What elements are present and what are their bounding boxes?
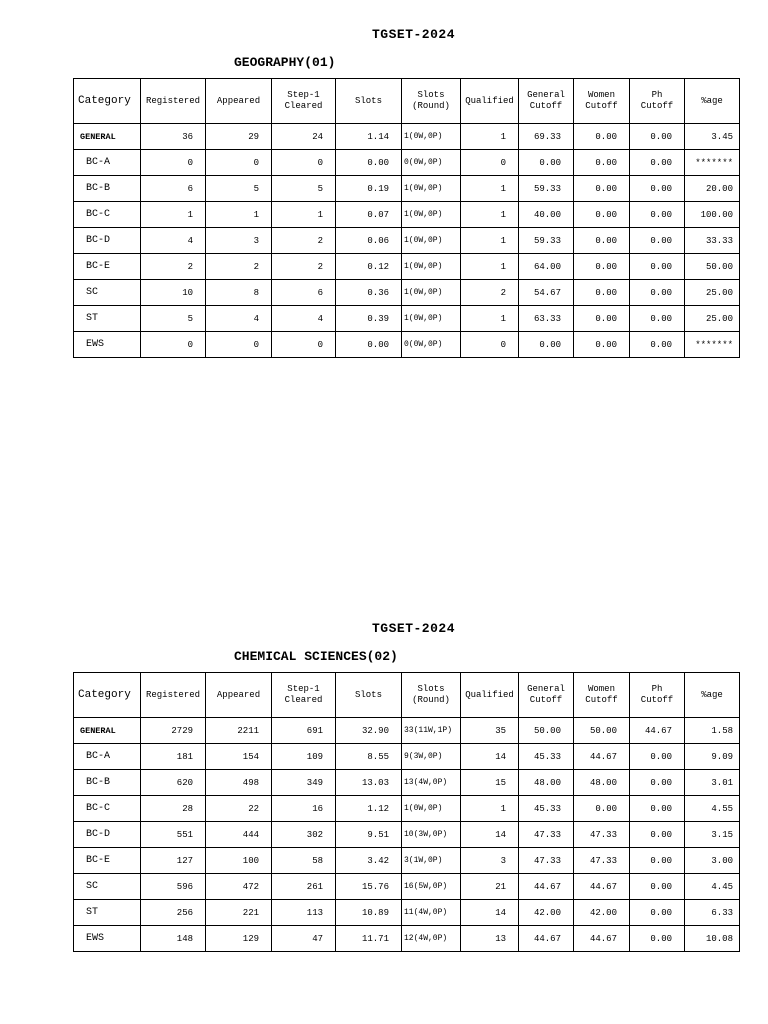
cell-women-cutoff: 50.00	[574, 718, 630, 744]
cell-category: BC-E	[74, 848, 141, 874]
cell-appeared: 0	[206, 150, 272, 176]
cell-women-cutoff: 44.67	[574, 926, 630, 952]
table-row	[74, 332, 740, 358]
cell-general-cutoff: 64.00	[519, 254, 574, 280]
cell-women-cutoff: 0.00	[574, 202, 630, 228]
cell-qualified: 0	[461, 332, 519, 358]
header-general-cutoff: General Cutoff	[519, 673, 574, 718]
cell-category: GENERAL	[74, 124, 141, 150]
cell-slots: 10.89	[336, 900, 402, 926]
page-title: TGSET-2024	[372, 621, 456, 636]
cell-slots: 0.00	[336, 332, 402, 358]
cell-general-cutoff: 63.33	[519, 306, 574, 332]
cell-ph-cutoff: 0.00	[630, 900, 685, 926]
cell-ph-cutoff: 0.00	[630, 280, 685, 306]
cell-general-cutoff: 40.00	[519, 202, 574, 228]
table-row	[74, 926, 740, 952]
cell-women-cutoff: 44.67	[574, 744, 630, 770]
cell-general-cutoff: 42.00	[519, 900, 574, 926]
cell-slots-round: 3(1W,0P)	[402, 848, 461, 874]
cell-registered: 596	[141, 874, 206, 900]
cell-ph-cutoff: 0.00	[630, 202, 685, 228]
cell-appeared: 129	[206, 926, 272, 952]
cell-ph-cutoff: 0.00	[630, 176, 685, 202]
table-row	[74, 796, 740, 822]
cell-slots-round: 16(5W,0P)	[402, 874, 461, 900]
cell-women-cutoff: 47.33	[574, 822, 630, 848]
cell-registered: 2	[141, 254, 206, 280]
cell-percentage: 20.00	[685, 176, 740, 202]
header-general-cutoff: General Cutoff	[519, 79, 574, 124]
cell-appeared: 2211	[206, 718, 272, 744]
cell-step1-cleared: 302	[272, 822, 336, 848]
cell-women-cutoff: 0.00	[574, 254, 630, 280]
cell-women-cutoff: 0.00	[574, 332, 630, 358]
header-row	[74, 673, 740, 718]
cell-women-cutoff: 0.00	[574, 796, 630, 822]
cell-slots-round: 1(0W,0P)	[402, 228, 461, 254]
cell-slots: 0.36	[336, 280, 402, 306]
cell-category: GENERAL	[74, 718, 141, 744]
cell-percentage: 3.01	[685, 770, 740, 796]
cell-qualified: 1	[461, 228, 519, 254]
table-row	[74, 202, 740, 228]
cell-percentage: *******	[685, 150, 740, 176]
cell-appeared: 100	[206, 848, 272, 874]
cell-appeared: 154	[206, 744, 272, 770]
header-percentage: %age	[685, 79, 740, 124]
cell-ph-cutoff: 0.00	[630, 150, 685, 176]
table-row	[74, 280, 740, 306]
cell-general-cutoff: 47.33	[519, 848, 574, 874]
cell-general-cutoff: 54.67	[519, 280, 574, 306]
cell-slots-round: 33(11W,1P)	[402, 718, 461, 744]
cell-step1-cleared: 5	[272, 176, 336, 202]
cell-registered: 551	[141, 822, 206, 848]
cell-general-cutoff: 59.33	[519, 176, 574, 202]
table-row	[74, 822, 740, 848]
cell-ph-cutoff: 0.00	[630, 848, 685, 874]
cell-slots-round: 11(4W,0P)	[402, 900, 461, 926]
cell-registered: 2729	[141, 718, 206, 744]
cell-ph-cutoff: 0.00	[630, 124, 685, 150]
cell-slots: 0.06	[336, 228, 402, 254]
cell-percentage: 25.00	[685, 280, 740, 306]
header-row	[74, 79, 740, 124]
cell-ph-cutoff: 0.00	[630, 744, 685, 770]
cell-percentage: 25.00	[685, 306, 740, 332]
cell-slots-round: 0(0W,0P)	[402, 332, 461, 358]
cell-women-cutoff: 0.00	[574, 124, 630, 150]
cell-slots-round: 13(4W,0P)	[402, 770, 461, 796]
cell-registered: 0	[141, 150, 206, 176]
cell-registered: 127	[141, 848, 206, 874]
cell-percentage: *******	[685, 332, 740, 358]
cell-appeared: 8	[206, 280, 272, 306]
header-category: Category	[74, 673, 141, 718]
cell-general-cutoff: 45.33	[519, 744, 574, 770]
header-slots: Slots	[336, 79, 402, 124]
cell-registered: 620	[141, 770, 206, 796]
header-appeared: Appeared	[206, 79, 272, 124]
cell-appeared: 444	[206, 822, 272, 848]
cell-step1-cleared: 1	[272, 202, 336, 228]
header-ph-cutoff: Ph Cutoff	[630, 673, 685, 718]
cell-percentage: 3.15	[685, 822, 740, 848]
cell-slots-round: 10(3W,0P)	[402, 822, 461, 848]
cell-registered: 28	[141, 796, 206, 822]
cell-registered: 36	[141, 124, 206, 150]
table-row	[74, 848, 740, 874]
cell-ph-cutoff: 0.00	[630, 332, 685, 358]
header-step1-cleared: Step-1 Cleared	[272, 79, 336, 124]
cell-slots: 15.76	[336, 874, 402, 900]
header-slots-round: Slots (Round)	[402, 673, 461, 718]
results-table	[73, 672, 740, 952]
cell-step1-cleared: 47	[272, 926, 336, 952]
cell-qualified: 1	[461, 796, 519, 822]
cell-category: BC-C	[74, 202, 141, 228]
cell-slots-round: 12(4W,0P)	[402, 926, 461, 952]
cell-percentage: 4.55	[685, 796, 740, 822]
cell-ph-cutoff: 0.00	[630, 254, 685, 280]
cell-slots: 0.19	[336, 176, 402, 202]
table-row	[74, 306, 740, 332]
cell-step1-cleared: 6	[272, 280, 336, 306]
cell-qualified: 1	[461, 254, 519, 280]
table-row	[74, 718, 740, 744]
cell-ph-cutoff: 0.00	[630, 306, 685, 332]
cell-category: BC-C	[74, 796, 141, 822]
cell-step1-cleared: 16	[272, 796, 336, 822]
cell-percentage: 3.00	[685, 848, 740, 874]
cell-women-cutoff: 42.00	[574, 900, 630, 926]
cell-slots: 32.90	[336, 718, 402, 744]
cell-step1-cleared: 349	[272, 770, 336, 796]
cell-step1-cleared: 24	[272, 124, 336, 150]
cell-general-cutoff: 69.33	[519, 124, 574, 150]
cell-ph-cutoff: 44.67	[630, 718, 685, 744]
header-registered: Registered	[141, 79, 206, 124]
cell-category: BC-A	[74, 150, 141, 176]
cell-qualified: 1	[461, 306, 519, 332]
cell-percentage: 1.58	[685, 718, 740, 744]
cell-qualified: 13	[461, 926, 519, 952]
cell-slots: 1.14	[336, 124, 402, 150]
cell-percentage: 4.45	[685, 874, 740, 900]
cell-category: SC	[74, 280, 141, 306]
cell-general-cutoff: 0.00	[519, 150, 574, 176]
cell-general-cutoff: 45.33	[519, 796, 574, 822]
cell-women-cutoff: 0.00	[574, 176, 630, 202]
cell-category: BC-A	[74, 744, 141, 770]
cell-slots: 13.03	[336, 770, 402, 796]
cell-qualified: 14	[461, 822, 519, 848]
table-row	[74, 228, 740, 254]
cell-slots: 8.55	[336, 744, 402, 770]
subject-title: GEOGRAPHY(01)	[234, 55, 336, 70]
cell-ph-cutoff: 0.00	[630, 874, 685, 900]
cell-ph-cutoff: 0.00	[630, 770, 685, 796]
header-slots-round: Slots (Round)	[402, 79, 461, 124]
cell-step1-cleared: 109	[272, 744, 336, 770]
cell-qualified: 2	[461, 280, 519, 306]
header-women-cutoff: Women Cutoff	[574, 673, 630, 718]
cell-ph-cutoff: 0.00	[630, 796, 685, 822]
header-category: Category	[74, 79, 141, 124]
cell-registered: 0	[141, 332, 206, 358]
cell-appeared: 29	[206, 124, 272, 150]
cell-qualified: 14	[461, 744, 519, 770]
cell-women-cutoff: 0.00	[574, 228, 630, 254]
cell-appeared: 4	[206, 306, 272, 332]
header-registered: Registered	[141, 673, 206, 718]
cell-percentage: 50.00	[685, 254, 740, 280]
cell-percentage: 3.45	[685, 124, 740, 150]
table-row	[74, 874, 740, 900]
cell-category: EWS	[74, 332, 141, 358]
cell-ph-cutoff: 0.00	[630, 822, 685, 848]
cell-women-cutoff: 48.00	[574, 770, 630, 796]
cell-general-cutoff: 44.67	[519, 874, 574, 900]
cell-category: SC	[74, 874, 141, 900]
cell-qualified: 14	[461, 900, 519, 926]
cell-general-cutoff: 48.00	[519, 770, 574, 796]
cell-step1-cleared: 113	[272, 900, 336, 926]
cell-step1-cleared: 4	[272, 306, 336, 332]
cell-qualified: 35	[461, 718, 519, 744]
cell-registered: 1	[141, 202, 206, 228]
cell-appeared: 221	[206, 900, 272, 926]
cell-slots-round: 1(0W,0P)	[402, 202, 461, 228]
cell-percentage: 10.08	[685, 926, 740, 952]
cell-women-cutoff: 0.00	[574, 150, 630, 176]
table-row	[74, 770, 740, 796]
cell-slots: 0.39	[336, 306, 402, 332]
cell-percentage: 33.33	[685, 228, 740, 254]
cell-slots: 9.51	[336, 822, 402, 848]
cell-women-cutoff: 0.00	[574, 306, 630, 332]
table-row	[74, 254, 740, 280]
page-title: TGSET-2024	[372, 27, 456, 42]
cell-slots-round: 9(3W,0P)	[402, 744, 461, 770]
cell-qualified: 21	[461, 874, 519, 900]
header-step1-cleared: Step-1 Cleared	[272, 673, 336, 718]
header-slots: Slots	[336, 673, 402, 718]
cell-slots: 11.71	[336, 926, 402, 952]
cell-slots-round: 1(0W,0P)	[402, 124, 461, 150]
cell-slots: 1.12	[336, 796, 402, 822]
cell-category: BC-D	[74, 228, 141, 254]
cell-category: BC-B	[74, 176, 141, 202]
cell-slots: 0.12	[336, 254, 402, 280]
header-qualified: Qualified	[461, 673, 519, 718]
table-body	[74, 124, 740, 358]
subject-title: CHEMICAL SCIENCES(02)	[234, 649, 398, 664]
cell-women-cutoff: 47.33	[574, 848, 630, 874]
cell-registered: 5	[141, 306, 206, 332]
cell-category: BC-B	[74, 770, 141, 796]
cell-appeared: 1	[206, 202, 272, 228]
cell-appeared: 472	[206, 874, 272, 900]
cell-appeared: 5	[206, 176, 272, 202]
cell-registered: 256	[141, 900, 206, 926]
cell-qualified: 0	[461, 150, 519, 176]
cell-category: EWS	[74, 926, 141, 952]
cell-step1-cleared: 261	[272, 874, 336, 900]
table-body	[74, 718, 740, 952]
cell-step1-cleared: 0	[272, 150, 336, 176]
cell-registered: 148	[141, 926, 206, 952]
cell-slots: 0.07	[336, 202, 402, 228]
cell-women-cutoff: 0.00	[574, 280, 630, 306]
cell-registered: 4	[141, 228, 206, 254]
cell-percentage: 9.09	[685, 744, 740, 770]
cell-general-cutoff: 44.67	[519, 926, 574, 952]
header-percentage: %age	[685, 673, 740, 718]
header-qualified: Qualified	[461, 79, 519, 124]
cell-general-cutoff: 50.00	[519, 718, 574, 744]
table-row	[74, 176, 740, 202]
cell-slots-round: 1(0W,0P)	[402, 306, 461, 332]
table-row	[74, 900, 740, 926]
cell-step1-cleared: 2	[272, 228, 336, 254]
cell-category: BC-D	[74, 822, 141, 848]
cell-category: BC-E	[74, 254, 141, 280]
cell-percentage: 6.33	[685, 900, 740, 926]
cell-qualified: 1	[461, 202, 519, 228]
cell-step1-cleared: 58	[272, 848, 336, 874]
cell-slots-round: 1(0W,0P)	[402, 176, 461, 202]
header-appeared: Appeared	[206, 673, 272, 718]
cell-ph-cutoff: 0.00	[630, 926, 685, 952]
cell-percentage: 100.00	[685, 202, 740, 228]
cell-step1-cleared: 691	[272, 718, 336, 744]
results-table	[73, 78, 740, 358]
cell-slots-round: 1(0W,0P)	[402, 254, 461, 280]
cell-slots: 3.42	[336, 848, 402, 874]
header-ph-cutoff: Ph Cutoff	[630, 79, 685, 124]
cell-appeared: 22	[206, 796, 272, 822]
cell-qualified: 1	[461, 124, 519, 150]
cell-step1-cleared: 0	[272, 332, 336, 358]
cell-slots-round: 0(0W,0P)	[402, 150, 461, 176]
cell-appeared: 2	[206, 254, 272, 280]
cell-registered: 6	[141, 176, 206, 202]
cell-slots-round: 1(0W,0P)	[402, 796, 461, 822]
header-women-cutoff: Women Cutoff	[574, 79, 630, 124]
cell-slots-round: 1(0W,0P)	[402, 280, 461, 306]
table-row	[74, 150, 740, 176]
cell-registered: 10	[141, 280, 206, 306]
cell-appeared: 498	[206, 770, 272, 796]
cell-registered: 181	[141, 744, 206, 770]
cell-qualified: 15	[461, 770, 519, 796]
cell-ph-cutoff: 0.00	[630, 228, 685, 254]
table-row	[74, 744, 740, 770]
cell-slots: 0.00	[336, 150, 402, 176]
cell-women-cutoff: 44.67	[574, 874, 630, 900]
cell-appeared: 0	[206, 332, 272, 358]
cell-appeared: 3	[206, 228, 272, 254]
cell-category: ST	[74, 306, 141, 332]
cell-general-cutoff: 47.33	[519, 822, 574, 848]
cell-step1-cleared: 2	[272, 254, 336, 280]
cell-general-cutoff: 59.33	[519, 228, 574, 254]
cell-qualified: 3	[461, 848, 519, 874]
table-row	[74, 124, 740, 150]
cell-general-cutoff: 0.00	[519, 332, 574, 358]
cell-category: ST	[74, 900, 141, 926]
cell-qualified: 1	[461, 176, 519, 202]
